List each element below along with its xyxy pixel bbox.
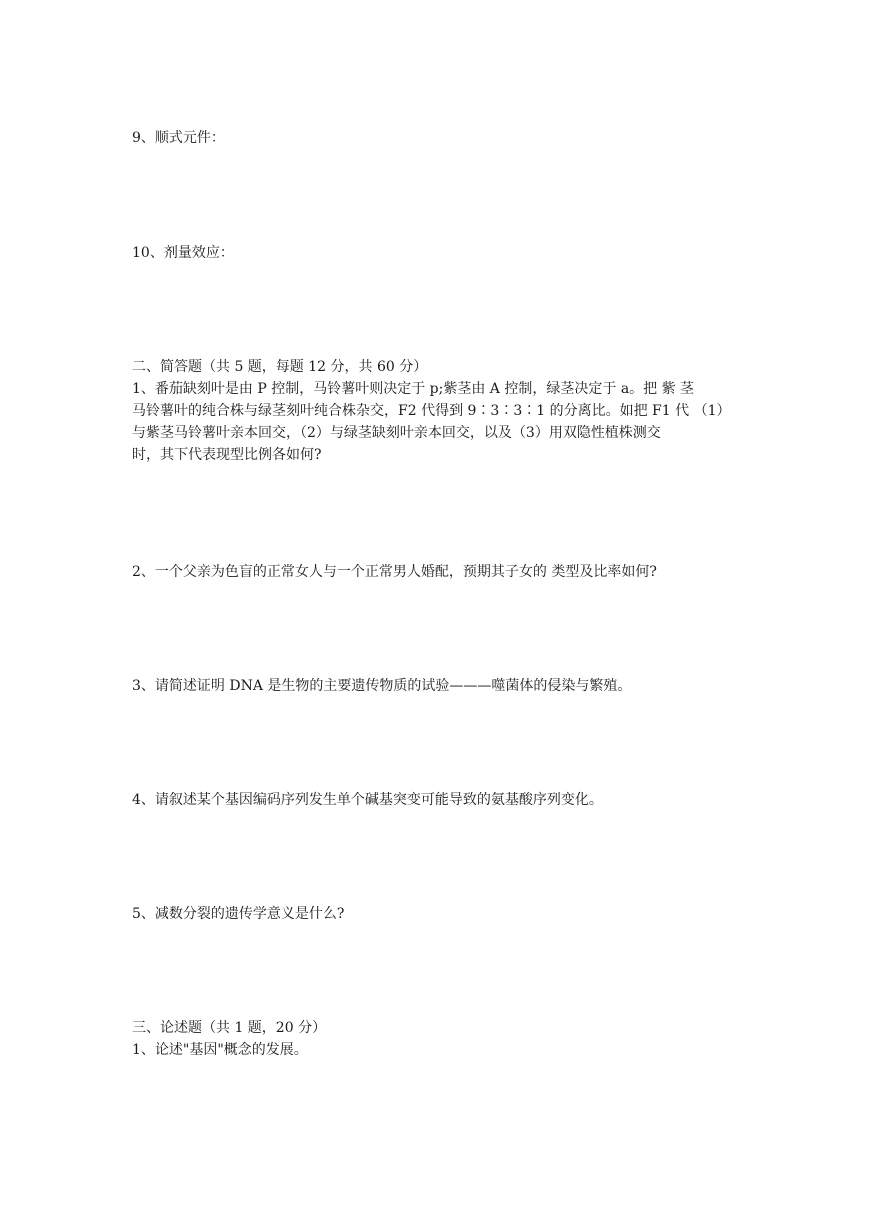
question-10-ji-liang-xiao-ying: 10、剂量效应： — [132, 245, 234, 261]
short-answer-question-3: 3、请简述证明 DNA 是生物的主要遗传物质的试验———噬菌体的侵染与繁殖。 — [132, 678, 632, 694]
short-answer-question-5: 5、减数分裂的遗传学意义是什么? — [132, 906, 345, 922]
question-9-shun-shi-yuan-jian: 9、顺式元件： — [132, 130, 225, 146]
section-heading-essay: 三、论述题（共 1 题，20 分） — [132, 1020, 327, 1036]
question-1-line-4: 时，其下代表现型比例各如何? — [132, 447, 322, 463]
short-answer-question-4: 4、请叙述某个基因编码序列发生单个碱基突变可能导致的氨基酸序列变化。 — [132, 792, 603, 808]
short-answer-question-1 — [132, 378, 742, 466]
short-answer-question-2: 2、一个父亲为色盲的正常女人与一个正常男人婚配，预期其子女的 类型及比率如何? — [132, 564, 657, 580]
question-1-line-1: 1、番茄缺刻叶是由 P 控制，马铃薯叶则决定于 p;紫茎由 A 控制，绿茎决定于 a。把 紫 茎 — [132, 381, 695, 397]
question-1-line-3: 与紫茎马铃薯叶亲本回交，（2）与绿茎缺刻叶亲本回交，以及（3）用双隐性植株测交 — [132, 425, 661, 441]
essay-question-1: 1、论述"基因"概念的发展。 — [132, 1042, 308, 1058]
question-1-line-2: 马铃薯叶的纯合株与绿茎刻叶纯合株杂交，F2 代得到 9∶3∶3∶1 的分离比。如把 F1 代 （1） — [132, 403, 731, 419]
section-heading-short-answer: 二、简答题（共 5 题，每题 12 分，共 60 分） — [132, 359, 428, 375]
